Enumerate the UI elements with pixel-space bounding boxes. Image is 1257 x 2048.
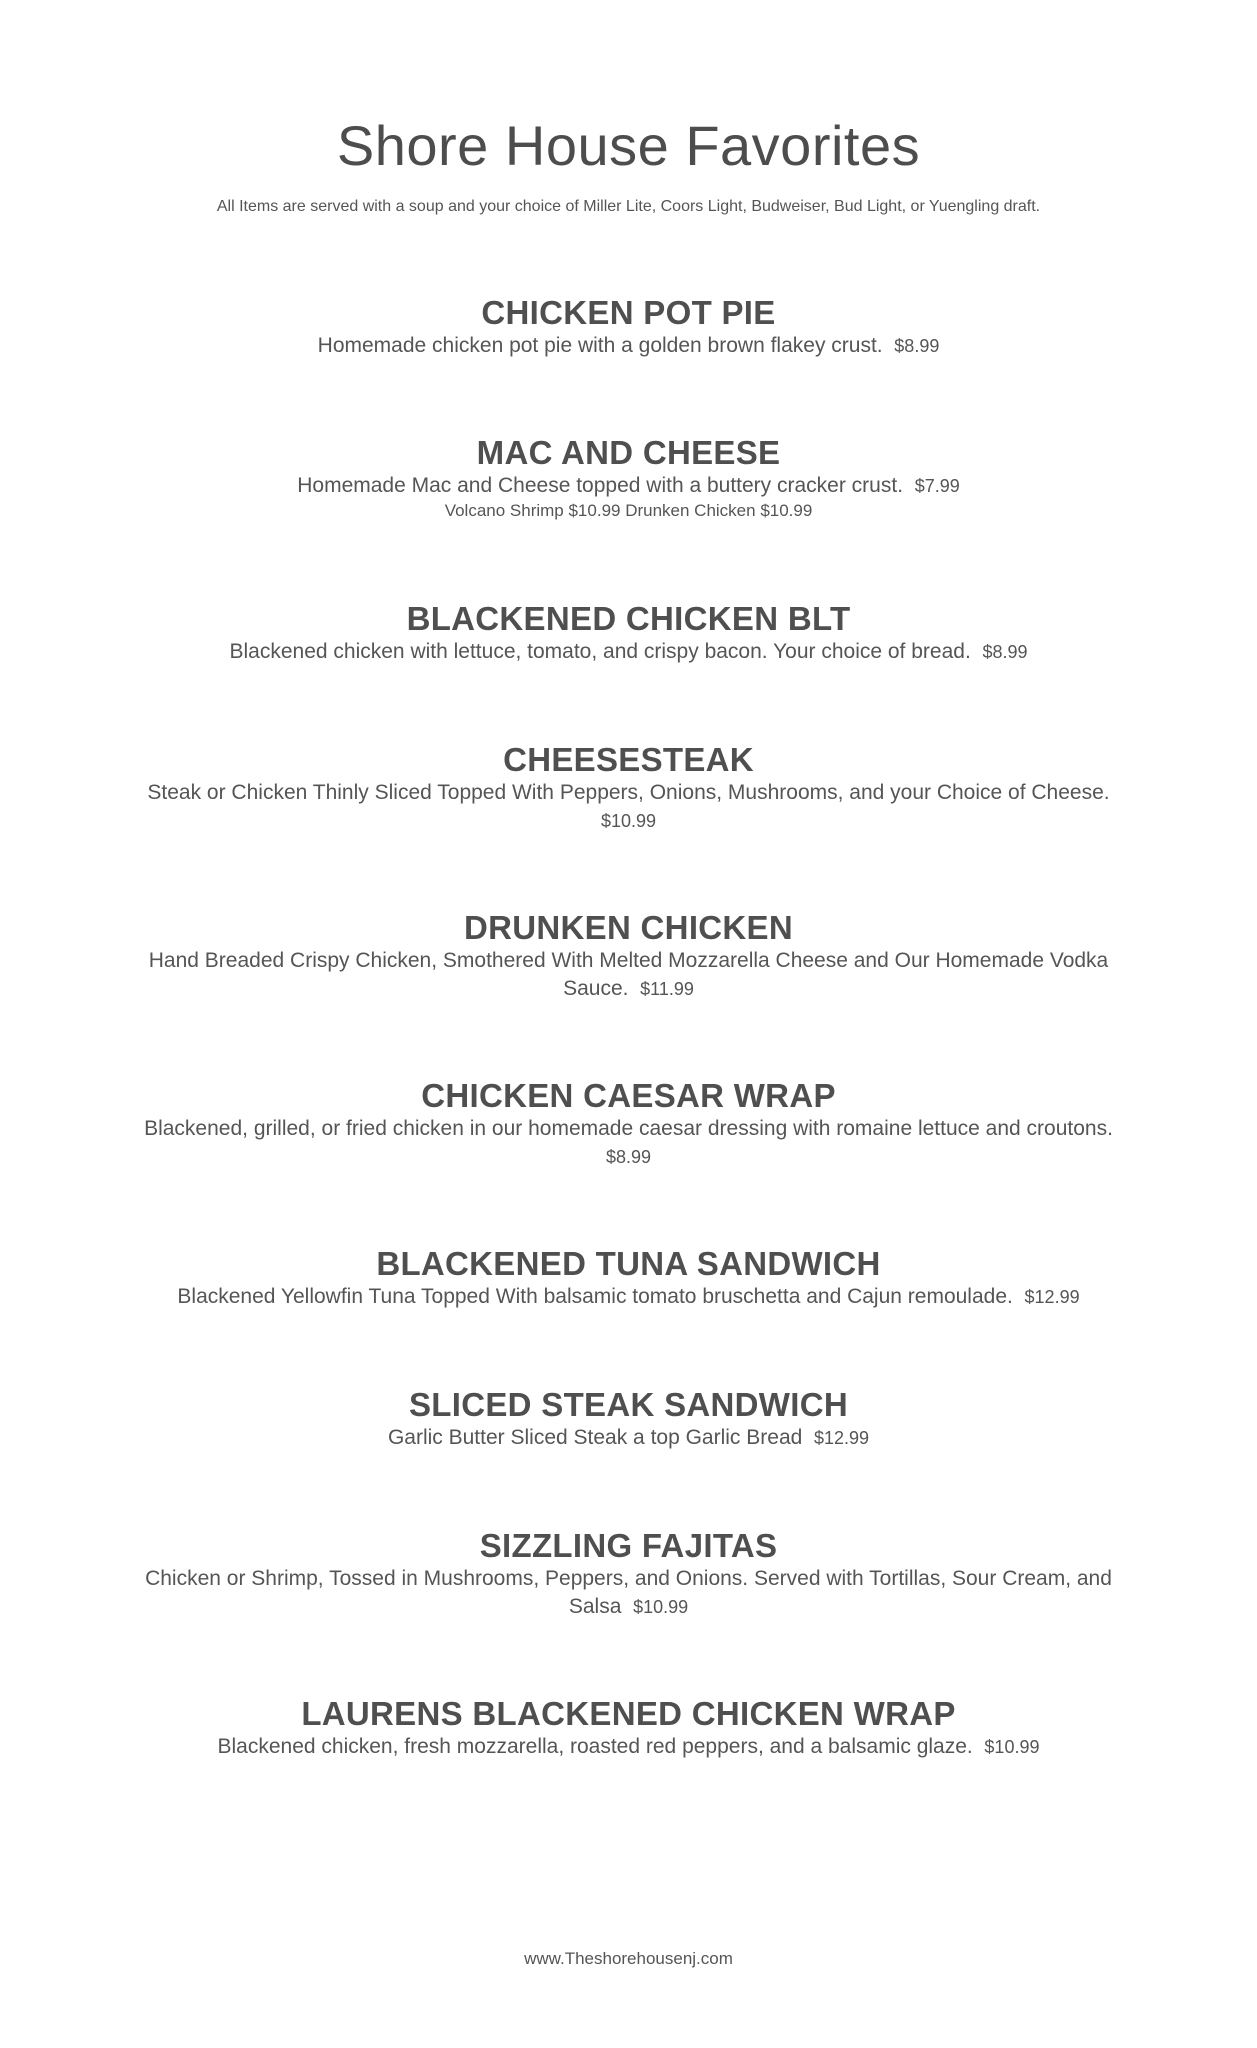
menu-item-sliced-steak-sandwich [100,1386,1157,1452]
menu-item-cheesesteak [100,741,1157,835]
item-description: Homemade chicken pot pie with a golden brown flakey crust. [317,334,883,357]
item-name: MAC AND CHEESE [476,434,781,471]
menu-item-chicken-caesar-wrap [100,1077,1157,1171]
item-description: Blackened, grilled, or fried chicken in our homemade caesar dressing with romaine lettuce and croutons. [144,1117,1113,1140]
item-description-line [100,1115,1157,1171]
item-price: $12.99 [813,1428,870,1448]
menu-item-laurens-blackened-chicken-wrap [100,1695,1157,1761]
item-description: Blackened chicken, fresh mozzarella, roasted red peppers, and a balsamic glaze. [217,1735,973,1758]
item-name: DRUNKEN CHICKEN [463,909,793,946]
page-subtitle: All Items are served with a soup and your choice of Miller Lite, Coors Light, Budweiser, Bud Light, or Yuengling draft. [216,198,1041,215]
item-price: $12.99 [1024,1287,1080,1307]
website-link[interactable]: www.Theshorehousenj.com [524,1949,733,1968]
item-description-line [100,1283,1157,1311]
item-name: BLACKENED CHICKEN BLT [406,600,851,637]
item-name: SLICED STEAK SANDWICH [409,1386,848,1423]
menu-item-chicken-pot-pie [100,294,1157,360]
item-description-line [100,1565,1157,1621]
item-price: $10.99 [633,1597,689,1617]
item-price: $7.99 [914,476,960,496]
item-name: BLACKENED TUNA SANDWICH [376,1245,881,1282]
item-price: $10.99 [984,1737,1040,1757]
menu-item-sizzling-fajitas [100,1527,1157,1621]
item-price: $8.99 [894,336,940,356]
item-name: CHICKEN POT PIE [481,294,776,331]
item-description: Chicken or Shrimp, Tossed in Mushrooms, Peppers, and Onions. Served with Tortillas, Sour Cream, and Salsa [145,1567,1112,1618]
item-price: $10.99 [600,811,657,831]
menu-item-blackened-tuna-sandwich [100,1245,1157,1311]
item-description-line [100,779,1157,835]
item-price: $8.99 [982,642,1028,662]
page-title: Shore House Favorites [336,114,921,177]
menu-item-mac-and-cheese [100,434,1157,522]
menu-item-drunken-chicken [100,909,1157,1003]
item-name: LAURENS BLACKENED CHICKEN WRAP [301,1695,956,1732]
item-description-line [100,332,1157,360]
item-price: $8.99 [605,1147,652,1167]
item-description-line [100,947,1157,1003]
item-extra: Volcano Shrimp $10.99 Drunken Chicken $10.99 [444,501,813,520]
item-name: SIZZLING FAJITAS [479,1527,778,1564]
item-description-line [100,472,1157,500]
item-description: Hand Breaded Crispy Chicken, Smothered With Melted Mozzarella Cheese and Our Homemade Vodka Sauce. [148,949,1109,1000]
item-price: $11.99 [640,979,694,999]
item-name: CHICKEN CAESAR WRAP [421,1077,836,1114]
item-description: Blackened chicken with lettuce, tomato, and crispy bacon. Your choice of bread. [229,640,971,663]
item-description-line [100,1733,1157,1761]
item-description: Homemade Mac and Cheese topped with a buttery cracker crust. [297,474,904,497]
item-description: Blackened Yellowfin Tuna Topped With balsamic tomato bruschetta and Cajun remoulade. [177,1285,1013,1308]
item-description: Steak or Chicken Thinly Sliced Topped With Peppers, Onions, Mushrooms, and your Choice of Cheese. [147,781,1110,804]
item-description: Garlic Butter Sliced Steak a top Garlic Bread [387,1426,803,1449]
menu-item-blackened-chicken-blt [100,600,1157,666]
item-description-line [100,1424,1157,1452]
item-description-line [100,638,1157,666]
item-name: CHEESESTEAK [503,741,754,778]
